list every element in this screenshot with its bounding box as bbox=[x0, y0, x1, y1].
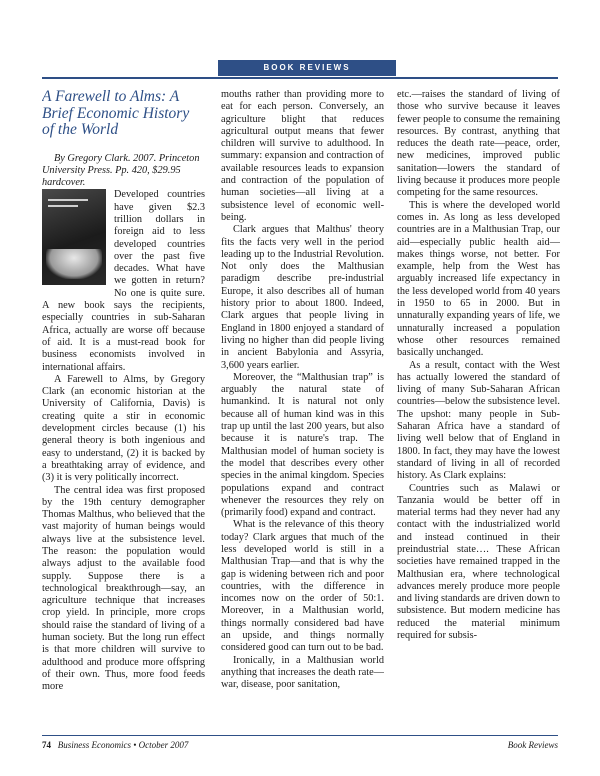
paragraph: What is the relevance of this theory today? Clark argues that much of the less developed world is still in a Malthusian Trap—and that is why the gap is widening between rich and poor countries, with the difference in incomes now on the order of 50:1. Moreover, in a Malthusian world, things normally considered bad have an upside, and things normally considered good can turn out to be bad. bbox=[221, 519, 384, 654]
paragraph: A Farewell to Alms, by Gregory Clark (an economic historian at the University of California, Davis) is creating quite a stir in economic development circles because (1) his general theory is both ingenious and easy to understand, (2) it is backed by a breathtaking array of evidence, and (3) it is very politically incorrect. bbox=[42, 373, 205, 484]
column-1 bbox=[42, 89, 205, 694]
column-2 bbox=[221, 89, 384, 692]
paragraph: This is where the developed world comes in. As long as less developed countries are in a Malthusian Trap, our aid—especially public health aid—makes things worse, not better. For example, help from the West has arguably increased life expectancy in the less developed world from 40 years in 1950 to 65 in 2000. But in unnaturally expanding years of life, we unnaturally increased a population whose other resources remained basically unchanged. bbox=[397, 199, 560, 359]
paragraph: etc.—raises the standard of living of those who survive because it leaves fewer people to consume the remaining resources. By contrast, anything that reduces the death rate—peace, order, new medicines, improved public sanitation—lowers the standard of living because it produces more people competing for the same resources. bbox=[397, 89, 560, 199]
column-3 bbox=[397, 89, 560, 642]
block-quote: Countries such as Malawi or Tanzania would be better off in material terms had they never had any contact with the industrialized world and instead continued in their preindustrial state…. These African societies have remained trapped in the Malthusian era, where technological advances merely produce more people and living standards are driven down to subsistence. But modern medicine has reduced the material minimum required for subsis- bbox=[397, 482, 560, 642]
footer-left bbox=[42, 740, 188, 750]
paragraph: Clark argues that Malthus' theory fits the facts very well in the period leading up to the Industrial Revolution. Not only does the Malthusian paradigm describe pre-industrial Europe, it also describes all of human history prior to about 1800. Indeed, Clark argues that people living in England in 1800 enjoyed a standard of living no higher than did people living in ancient Babylonia and Assyria, 3,600 years earlier. bbox=[221, 224, 384, 371]
article-byline: By Gregory Clark. 2007. Princeton University Press. Pp. 420, $29.95 hardcover. bbox=[42, 152, 200, 189]
book-cover-image bbox=[42, 189, 106, 285]
publication-info: Business Economics • October 2007 bbox=[57, 740, 189, 750]
footer-rule bbox=[42, 735, 558, 736]
page-number: 74 bbox=[42, 740, 51, 750]
paragraph: As a result, contact with the West has actually lowered the standard of living of many Sub-Saharan African countries—below the subsistence level. The upshot: many people in Sub-Saharan Africa have a standard of living well below that of England in 1800. In fact, they may have the lowest standard of living in all of recorded history. As Clark explains: bbox=[397, 359, 560, 482]
paragraph: mouths rather than providing more to eat for each person. Conversely, an agriculture blight that reduces agricultural output means that fewer children will survive to adulthood. In summary: expansion and contraction of available resources leads to expansion and contraction of the population of human societies—all living at a subsistence level of economic well-being. bbox=[221, 89, 384, 223]
footer-section: Book Reviews bbox=[507, 740, 558, 750]
paragraph: Ironically, in a Malthusian world anything that increases the death rate—war, disease, poor sanitation, bbox=[221, 654, 384, 691]
article-title: A Farewell to Alms: A Brief Economic History of the World bbox=[42, 89, 190, 138]
paragraph: Developed countries have given $2.3 trillion dollars in foreign aid to less developed countries over the past five decades. What have we gotten in return? No one is quite sure. A new book says the recipients, especially countries in sub-Saharan Africa, actually are worse off because of aid. It is a must-read book for business economists involved in international affairs. bbox=[42, 189, 205, 373]
paragraph: Moreover, the “Malthusian trap” is arguably the natural state of humankind. It is natural not only because all of human kind was in this trap up until the last 200 years, but also because it is nature's trap. The Malthusian model of human society is the model that describes every other species in the animal kingdom. Species populations expand and contract whenever the resources they rely on (primarily food) expand and contract. bbox=[221, 371, 384, 519]
paragraph: The central idea was first proposed by the 19th century demographer Thomas Malthus, who believed that the vast majority of human beings would always live at the subsistence level. The reason: the population would always adjust to the available food supply. Suppose there is a technological breakthrough—say, an agriculture technique that increases crop yield. In principle, more crops should raise the standard of living of a human society. But the long run effect is that more children will survive to adulthood and produce more offspring of their own. Thus, more food feeds more bbox=[42, 484, 205, 693]
header-rule bbox=[42, 77, 558, 79]
section-banner: BOOK REVIEWS bbox=[218, 60, 396, 76]
